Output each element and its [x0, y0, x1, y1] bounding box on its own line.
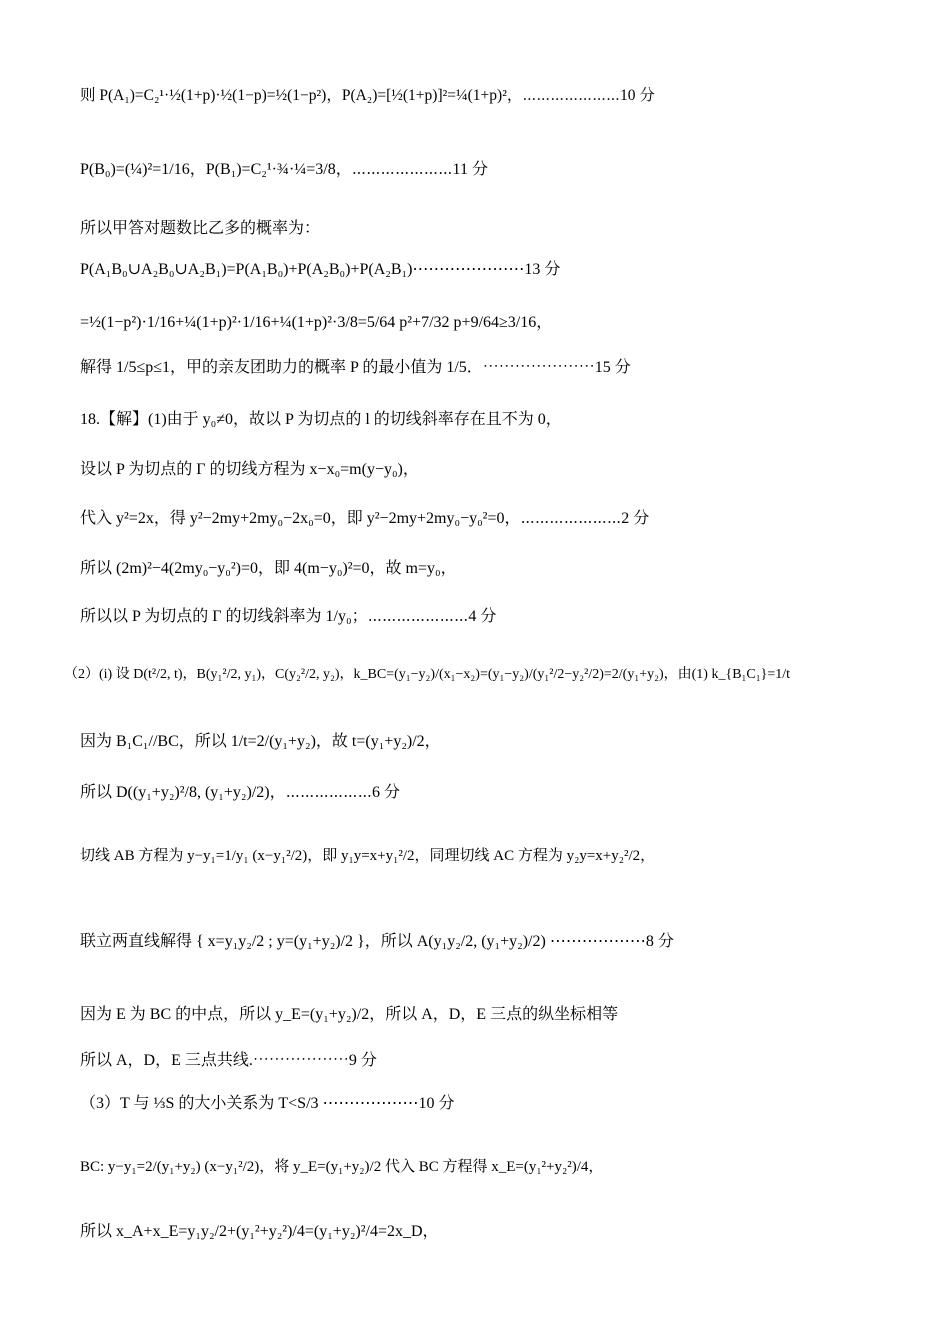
- line-collinear: 所以 A，D，E 三点共线.⋯⋯⋯⋯⋯⋯9 分: [80, 1052, 377, 1069]
- line-point-D: 所以 D((y₁+y₂)²/8, (y₁+y₂)/2)，⋯⋯⋯⋯⋯⋯6 分: [80, 784, 400, 801]
- line-probability-expansion: =½(1−p²)·1/16+¼(1+p)²·1/16+¼(1+p)²·3/8=5/64 p²+7/32 p+9/64≥3/16，: [80, 314, 553, 331]
- line-parallel-condition: 因为 B₁C₁//BC，所以 1/t=2/(y₁+y₂)，故 t=(y₁+y₂)/2，: [80, 733, 441, 750]
- line-problem-18-start: 18.【解】(1)由于 y₀≠0，故以 P 为切点的 l 的切线斜率存在且不为 0，: [80, 411, 562, 428]
- line-part-2-setup: （2）(i) 设 D(t²/2, t)，B(y₁²/2, y₁)，C(y₂²/2, y₂)，k_BC=(y₁−y₂)/(x₁−x₂)=(y₁−y₂)/(y₁²/2−y₂²/2)=2/(y₁+y₂)，由(1) k_{B₁C₁}=1/t: [64, 667, 791, 682]
- line-part-3: （3）T 与 ⅓S 的大小关系为 T<S/3 ⋯⋯⋯⋯⋯⋯10 分: [80, 1095, 455, 1112]
- line-union-probability: P(A₁B₀∪A₂B₀∪A₂B₁)=P(A₁B₀)+P(A₂B₀)+P(A₂B₁)⋯⋯⋯⋯⋯⋯⋯13 分: [80, 261, 561, 278]
- line-midpoint-E: 因为 E 为 BC 的中点，所以 y_E=(y₁+y₂)/2，所以 A，D，E 三点的纵坐标相等: [80, 1006, 619, 1023]
- line-discriminant: 所以 (2m)²−4(2my₀−y₀²)=0，即 4(m−y₀)²=0，故 m=y₀，: [80, 560, 457, 577]
- line-substitution: 代入 y²=2x，得 y²−2my+2my₀−2x₀=0，即 y²−2my+2my₀−y₀²=0，⋯⋯⋯⋯⋯⋯⋯2 分: [80, 510, 650, 527]
- line-probability-A: 则 P(A₁)=C₂¹·½(1+p)·½(1−p)=½(1−p²)，P(A₂)=[½(1+p)]²=¼(1+p)²，⋯⋯⋯⋯⋯⋯⋯10 分: [80, 87, 655, 104]
- line-tangent-equation: 设以 P 为切点的 Γ 的切线方程为 x−x₀=m(y−y₀)，: [80, 461, 419, 478]
- line-intersection-A: 联立两直线解得 { x=y₁y₂/2 ; y=(y₁+y₂)/2 }，所以 A(y₁y₂/2, (y₁+y₂)/2) ⋯⋯⋯⋯⋯⋯8 分: [80, 933, 674, 950]
- line-sum-xA-xE: 所以 x_A+x_E=y₁y₂/2+(y₁²+y₂²)/4=(y₁+y₂)²/4=2x_D，: [80, 1223, 439, 1240]
- line-tangent-AB: 切线 AB 方程为 y−y₁=1/y₁ (x−y₁²/2)，即 y₁y=x+y₁²/2，同理切线 AC 方程为 y₂y=x+y₂²/2，: [80, 848, 656, 864]
- line-slope-result: 所以以 P 为切点的 Γ 的切线斜率为 1/y₀；⋯⋯⋯⋯⋯⋯⋯4 分: [80, 608, 497, 625]
- line-conclusion-intro: 所以甲答对题数比乙多的概率为：: [80, 220, 321, 237]
- line-minimum-value: 解得 1/5≤p≤1，甲的亲友团助力的概率 P 的最小值为 1/5．⋯⋯⋯⋯⋯⋯⋯15 分: [80, 359, 631, 376]
- line-BC-equation: BC: y−y₁=2/(y₁+y₂) (x−y₁²/2)，将 y_E=(y₁+y₂)/2 代入 BC 方程得 x_E=(y₁²+y₂²)/4，: [80, 1159, 604, 1175]
- line-probability-B: P(B₀)=(¼)²=1/16，P(B₁)=C₂¹·¾·¼=3/8，⋯⋯⋯⋯⋯⋯⋯11 分: [80, 161, 488, 178]
